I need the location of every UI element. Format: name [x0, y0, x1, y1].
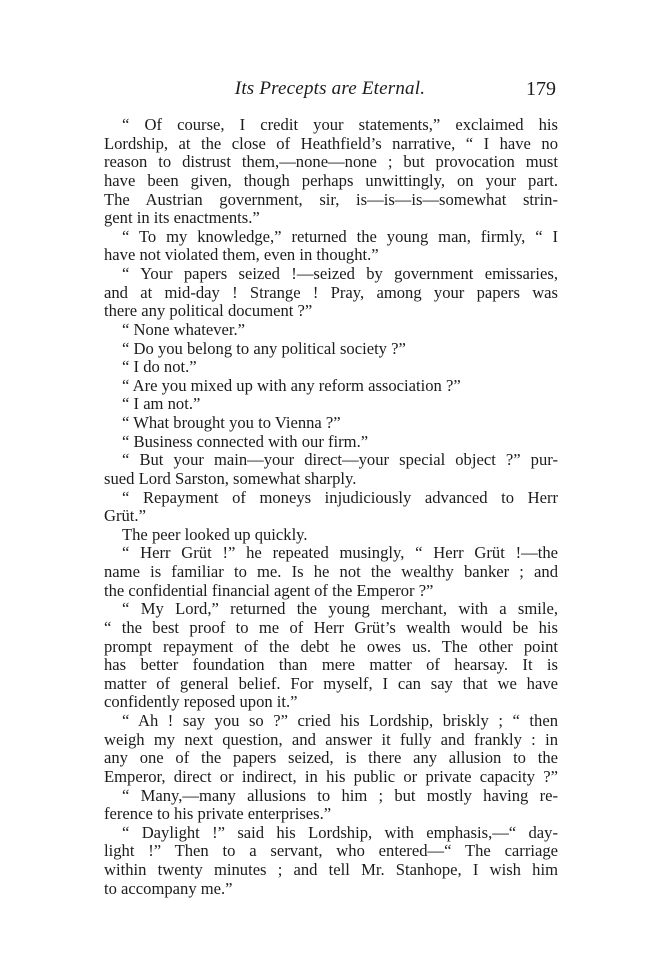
page-number: 179: [526, 78, 556, 100]
text-line: name is familiar to me. Is he not the wealthy banker ; and: [104, 563, 558, 581]
text-line: any one of the papers seized, is there any allusion to the: [104, 749, 558, 768]
text-line: have not violated them, even in thought.”: [104, 246, 379, 265]
text-line: confidently reposed upon it.”: [104, 693, 298, 712]
text-line: prompt repayment of the debt he owes us. The other point: [104, 637, 558, 656]
text-line: “ the best proof to me of Herr Grüt’s wealth would be his: [104, 618, 558, 637]
text-line: “ Do you belong to any political society ?”: [122, 339, 406, 358]
text-line: “ To my knowledge,” returned the young man, firmly, “ I: [122, 227, 558, 246]
text-line: “ I am not.”: [122, 395, 201, 414]
text-line: “ Of course, I credit your statements,” exclaimed his: [122, 116, 558, 134]
text-line: has better foundation than mere matter of hearsay. It is: [104, 656, 558, 675]
text-line: sued Lord Sarston, somewhat sharply.: [104, 469, 357, 488]
text-line: Emperor, direct or indirect, in his public or private capacity ?”: [104, 767, 558, 786]
text-line: matter of general belief. For myself, I can say that we have: [104, 674, 558, 693]
text-line: “ Are you mixed up with any reform association ?”: [122, 376, 461, 395]
text-line: and at mid-day ! Strange ! Pray, among your papers was: [104, 283, 558, 302]
text-line: ference to his private enterprises.”: [104, 805, 332, 824]
text-line: there any political document ?”: [104, 302, 313, 321]
text-line: within twenty minutes ; and tell Mr. Stanhope, I wish him: [104, 861, 558, 879]
text-line: The Austrian government, sir, is—is—is—somewhat strin-: [104, 190, 558, 209]
text-line: “ But your main—your direct—your special object ?” pur-: [122, 451, 558, 470]
text-line: Lordship, at the close of Heathfield’s narrative, “ I have no: [104, 134, 558, 153]
text-line: “ What brought you to Vienna ?”: [122, 414, 341, 432]
running-title: Its Precepts are Eternal.: [234, 78, 426, 99]
text-line: “ Herr Grüt !” he repeated musingly, “ Herr Grüt !—the: [122, 544, 558, 563]
text-line: “ Business connected with our firm.”: [122, 432, 369, 451]
text-line: “ I do not.”: [122, 358, 197, 377]
text-line: have been given, though perhaps unwittingly, on your part.: [104, 171, 558, 190]
text-line: “ None whatever.”: [122, 320, 246, 339]
text-line: “ Repayment of moneys injudiciously advanced to Herr: [122, 488, 558, 507]
text-line: “ Many,—many allusions to him ; but mostly having re-: [122, 786, 558, 805]
text-line: weigh my next question, and answer it fully and frankly : in: [104, 730, 558, 749]
text-line: “ Your papers seized !—seized by government emissaries,: [122, 265, 558, 283]
text-line: “ My Lord,” returned the young merchant, with a smile,: [122, 600, 558, 619]
body-text: [104, 116, 558, 898]
text-line: Grüt.”: [104, 507, 146, 526]
page-header: [104, 78, 556, 104]
text-line: the confidential financial agent of the Emperor ?”: [104, 581, 434, 600]
text-line: “ Daylight !” said his Lordship, with emphasis,—“ day-: [122, 823, 558, 842]
text-line: “ Ah ! say you so ?” cried his Lordship, briskly ; “ then: [122, 712, 558, 730]
text-line: The peer looked up quickly.: [122, 525, 308, 544]
text-line: gent in its enactments.”: [104, 209, 260, 228]
text-line: to accompany me.”: [104, 879, 233, 898]
text-line: reason to distrust them,—none—none ; but provocation must: [104, 153, 558, 172]
text-line: light !” Then to a servant, who entered—“ The carriage: [104, 842, 558, 861]
